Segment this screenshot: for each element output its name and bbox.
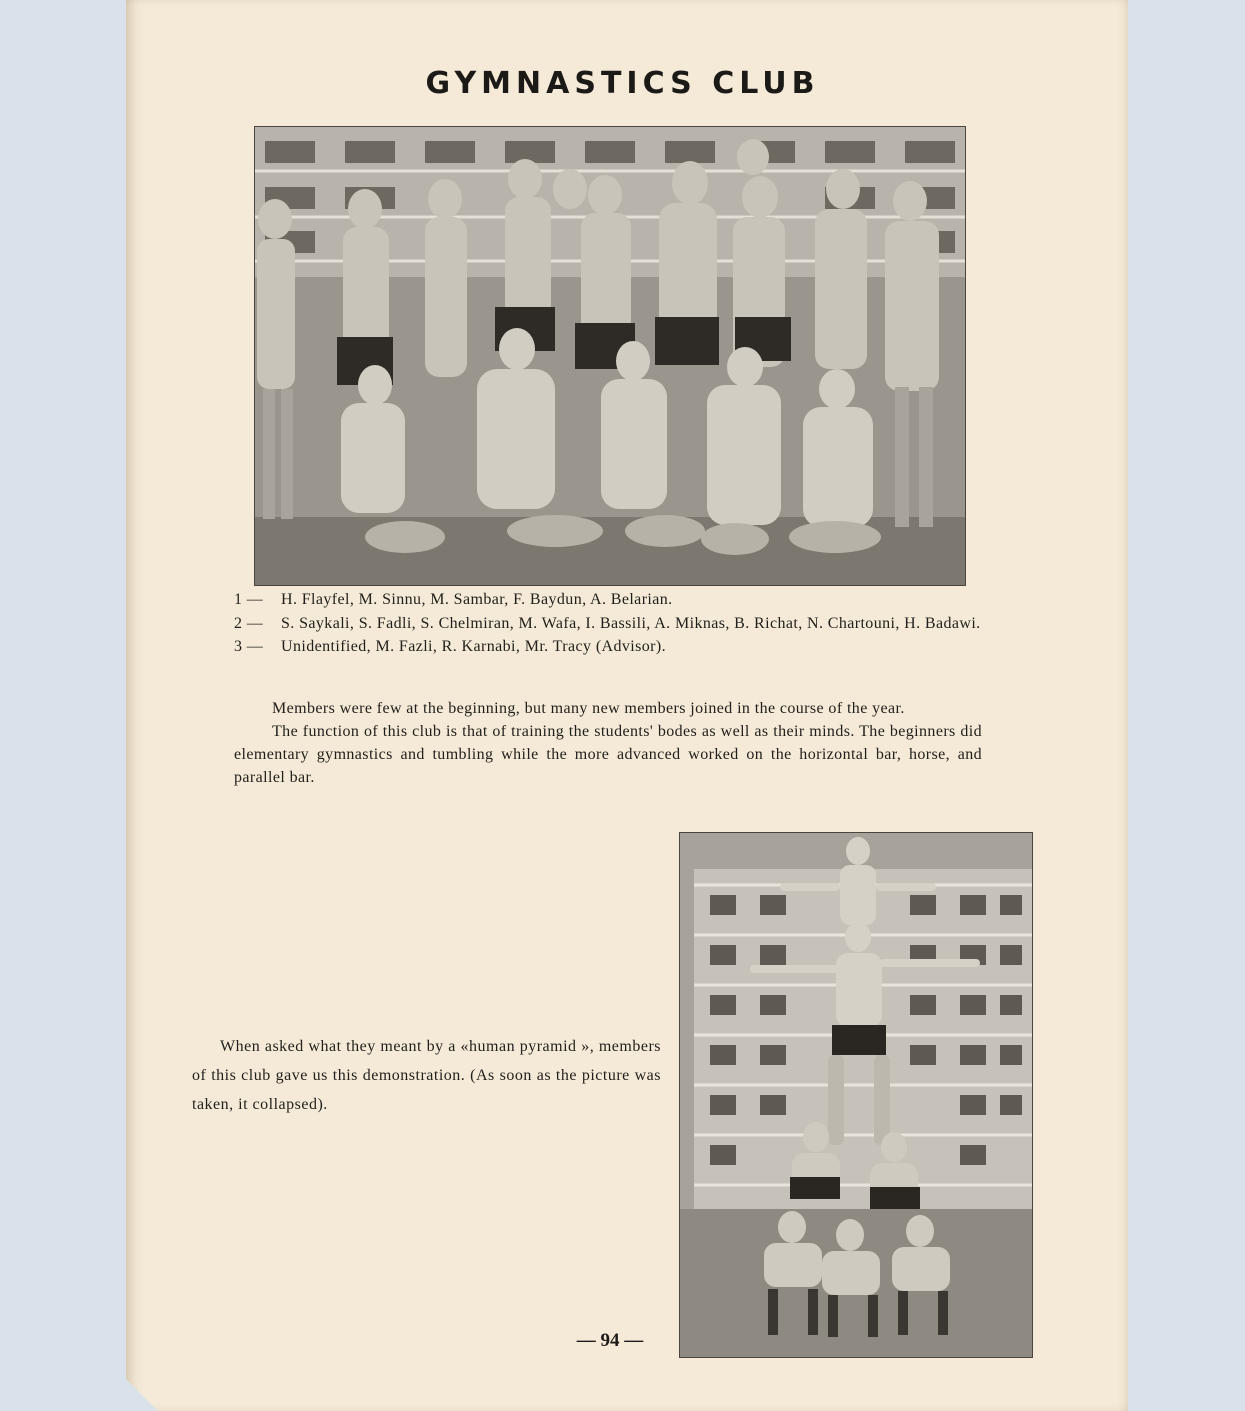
page-corner-fold (126, 1379, 158, 1411)
caption-row-2 (234, 613, 986, 636)
human-pyramid-photo (679, 832, 1033, 1358)
caption-row-3 (234, 636, 986, 659)
human-pyramid-photo-image (680, 833, 1032, 1357)
caption-row-names: Unidentified, M. Fazli, R. Karnabi, Mr. Tracy (Advisor). (281, 638, 667, 655)
page-number: — 94 — (576, 1330, 644, 1351)
description-paragraph-1: Members were few at the beginning, but many new members joined in the course of the year. (272, 700, 905, 717)
caption-row-names: S. Saykali, S. Fadli, S. Chelmiran, M. Wafa, I. Bassili, A. Miknas, B. Richat, N. Chartouni, H. Badawi. (281, 614, 981, 632)
pyramid-caption: When asked what they meant by a «human pyramid », members of this club gave us this demonstration. (As soon as the picture was taken, it collapsed). (192, 1038, 661, 1113)
caption-row-number: 2 — (234, 614, 264, 632)
caption-row-number: 1 — (234, 591, 264, 608)
club-description (234, 697, 982, 789)
photo-caption-list (234, 589, 986, 660)
description-paragraph-2: The function of this club is that of training the students' bodes as well as their minds. The beginners did elementary gymnastics and tumbling while the more advanced worked on the horizontal bar, horse, and parallel bar. (234, 723, 982, 786)
caption-row-names: H. Flayfel, M. Sinnu, M. Sambar, F. Baydun, A. Belarian. (281, 591, 673, 608)
caption-row-1 (234, 589, 986, 612)
group-photo-image (255, 127, 965, 585)
group-photo (254, 126, 966, 586)
page-title: GYMNASTICS CLUB (425, 66, 820, 101)
caption-row-number: 3 — (234, 638, 264, 655)
